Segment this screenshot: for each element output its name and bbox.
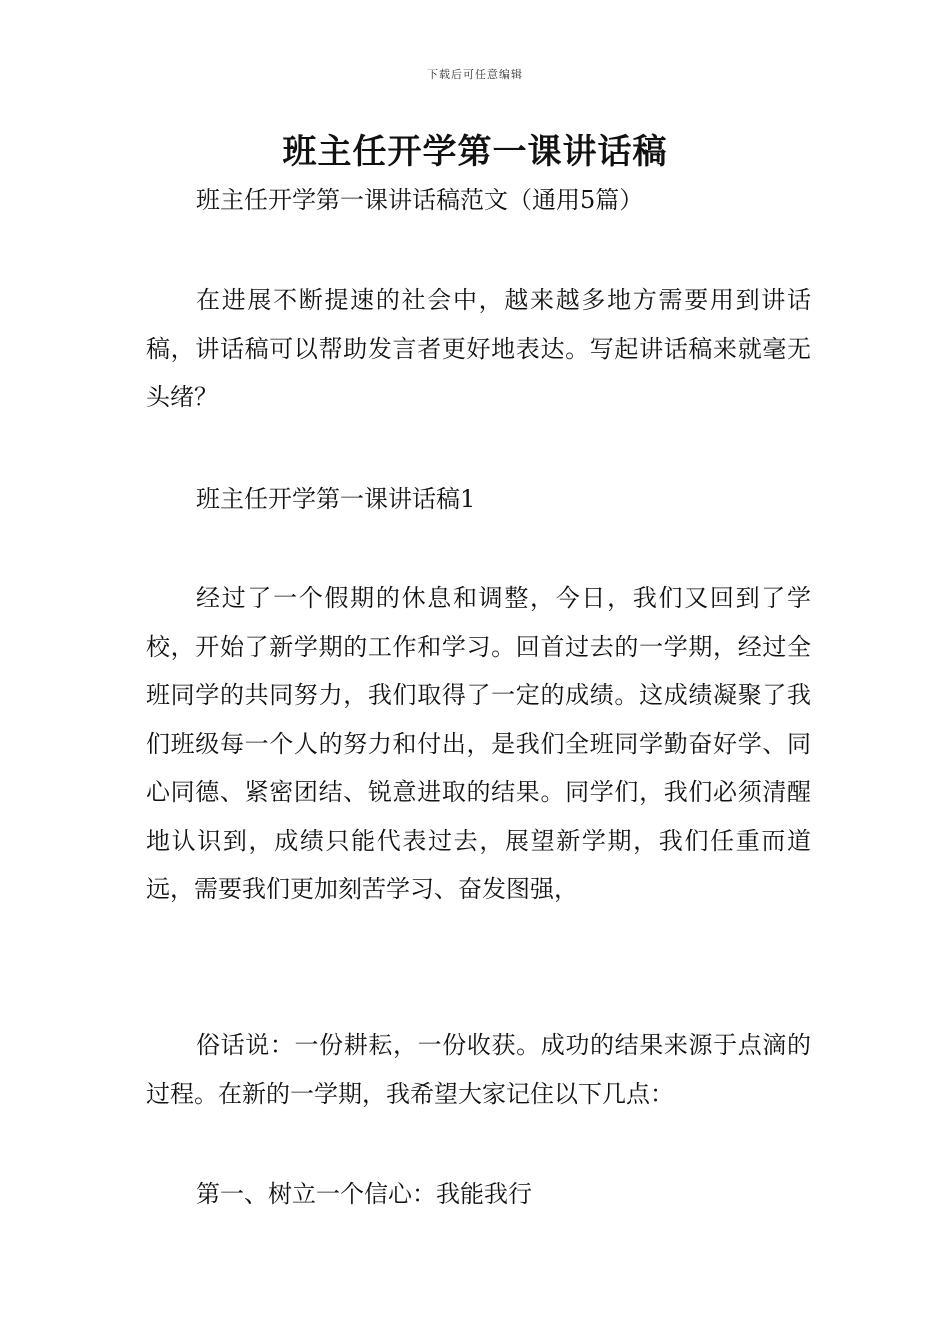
document-subtitle: 班主任开学第一课讲话稿范文（通用5篇） (196, 186, 644, 214)
body-paragraph-1: 经过了一个假期的休息和调整，今日，我们又回到了学校，开始了新学期的工作和学习。回首过去的一学期，经过全班同学的共同努力，我们取得了一定的成绩。这成绩凝聚了我们班级每一个人的努力和付出，是我们全班同学勤奋好学、同心同德、紧密团结、锐意进取的结果。同学们，我们必须清醒地认识到，成绩只能代表过去，展望新学期，我们任重而道远，需要我们更加刻苦学习、奋发图强， (146, 584, 811, 903)
body-paragraph-2: 俗话说：一份耕耘，一份收获。成功的结果来源于点滴的过程。在新的一学期，我希望大家记住以下几点： (146, 1031, 811, 1108)
intro-paragraph: 在进展不断提速的社会中，越来越多地方需要用到讲话稿，讲话稿可以帮助发言者更好地表达。写起讲话稿来就毫无头绪？ (146, 286, 811, 411)
document-title: 班主任开学第一课讲话稿 (282, 132, 668, 172)
section-heading: 班主任开学第一课讲话稿1 (196, 485, 476, 513)
header-note: 下载后可任意编辑 (427, 68, 523, 81)
point-heading-1: 第一、树立一个信心：我能我行 (196, 1180, 532, 1208)
